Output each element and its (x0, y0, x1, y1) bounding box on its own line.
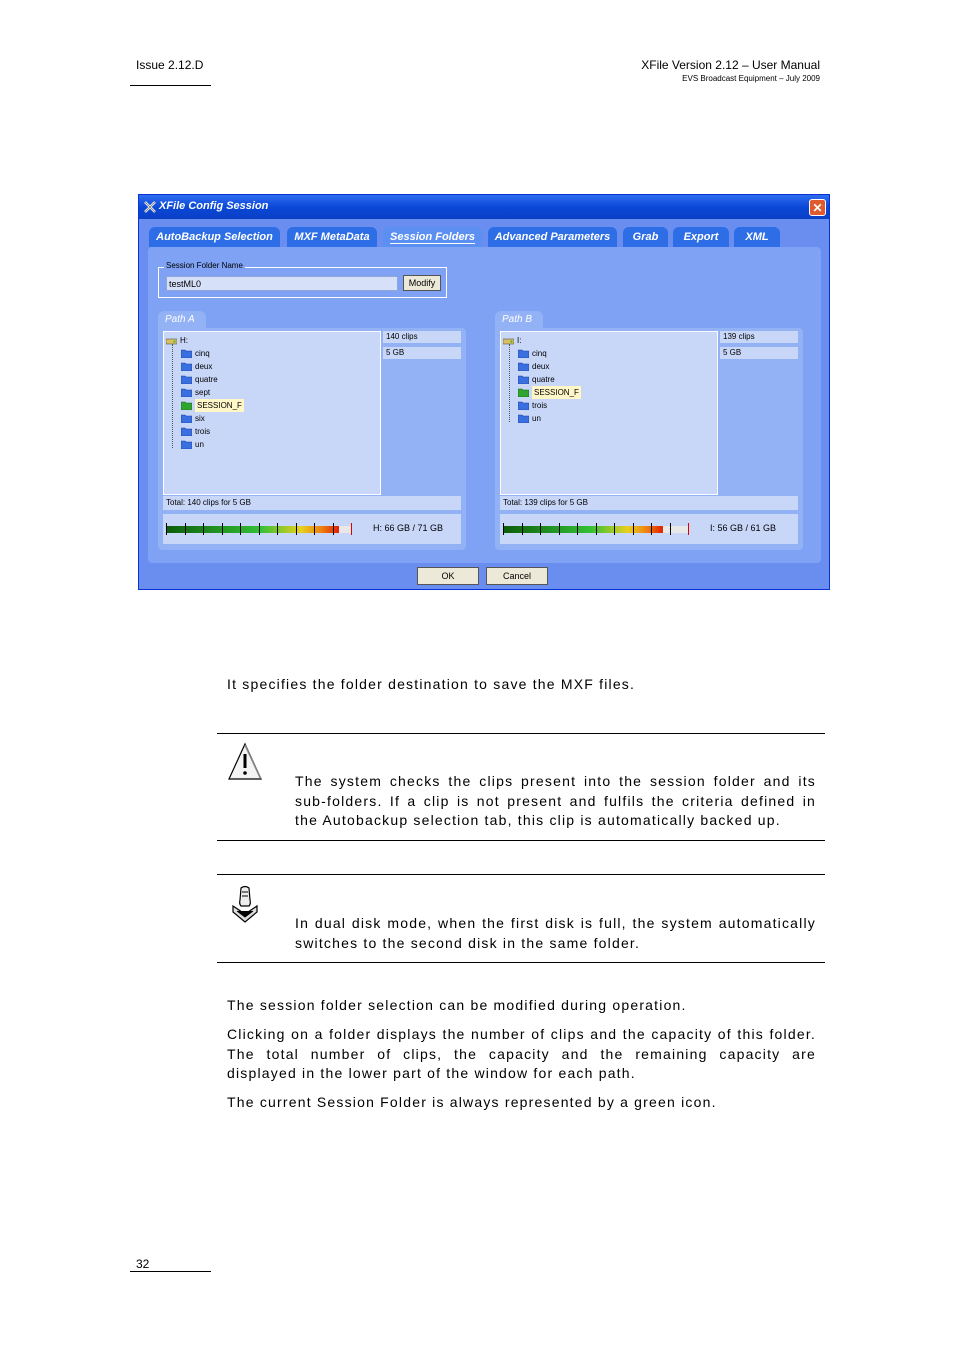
warning-text: The system checks the clips present into the session folder and its sub-folders. If a clip is not present and fulfils the criteria defined in the Autobackup selection tab, this clip is automatically backed up. (295, 773, 816, 828)
note-bottom-rule (217, 962, 825, 963)
note-top-rule (217, 874, 825, 875)
folder-icon (518, 362, 529, 371)
page-number: 32 (136, 1257, 150, 1271)
title-bar (139, 195, 829, 219)
path-b-capacity-meter (503, 523, 689, 535)
header-rule (130, 85, 211, 86)
path-a-total: Total: 140 clips for 5 GB (163, 496, 461, 510)
tab-path-b[interactable]: Path B (495, 311, 543, 329)
page-header-right (641, 58, 820, 83)
folder-icon (181, 440, 192, 449)
path-a-meter-box (163, 514, 461, 544)
folder-icon (518, 414, 529, 423)
path-a-meter-fill (166, 526, 339, 533)
ok-button[interactable]: OK (417, 567, 479, 585)
path-a-body (158, 328, 466, 550)
folder-icon (518, 349, 529, 358)
note-hand-icon (227, 884, 263, 928)
green-folder-icon (518, 388, 529, 397)
drive-icon (503, 336, 514, 345)
path-a-folder-size: 5 GB (383, 347, 461, 359)
tab-grab[interactable]: Grab (623, 227, 668, 247)
warning-top-rule (217, 733, 825, 734)
app-logo-icon (144, 201, 156, 213)
path-a-group (158, 311, 466, 551)
path-a-capacity: H: 66 GB / 71 GB (373, 523, 444, 533)
folder-icon (181, 388, 192, 397)
intro-paragraph: It specifies the folder destination to save the MXF files. (227, 676, 636, 692)
manual-title: XFile Version 2.12 – User Manual (641, 58, 820, 72)
folder-icon (181, 414, 192, 423)
path-b-group (495, 311, 803, 551)
paragraph-operation: The session folder selection can be modified during operation. (227, 997, 687, 1013)
folder-icon (181, 349, 192, 358)
tab-autobackup-selection[interactable]: AutoBackup Selection (149, 227, 280, 247)
path-a-clip-count: 140 clips (383, 331, 461, 343)
session-folder-label: Session Folder Name (166, 261, 243, 270)
path-b-capacity: I: 56 GB / 61 GB (710, 523, 777, 533)
config-session-window (138, 194, 830, 590)
path-b-total: Total: 139 clips for 5 GB (500, 496, 798, 510)
path-b-meter-fill (503, 526, 663, 533)
folder-icon (518, 375, 529, 384)
publisher-line: EVS Broadcast Equipment – July 2009 (682, 74, 820, 83)
folder-icon (181, 362, 192, 371)
window-title: XFile Config Session (159, 200, 269, 212)
session-folder-group (158, 261, 447, 298)
paragraph-clicking: Clicking on a folder displays the number of clips and the capacity of this folder. The total number of clips, the capacity and the remaining capacity are displayed in the lower part of the window for each path. (227, 1026, 816, 1081)
note-text: In dual disk mode, when the first disk is full, the system automatically switches to the second disk in the same folder. (295, 915, 816, 951)
path-b-folder-size: 5 GB (720, 347, 798, 359)
footer-rule (130, 1271, 211, 1272)
issue-label: Issue 2.12.D (136, 58, 204, 72)
tab-export[interactable]: Export (673, 227, 729, 247)
drive-icon (166, 336, 177, 345)
modify-button[interactable]: Modify (403, 275, 441, 291)
tab-mxf-metadata[interactable]: MXF MetaData (287, 227, 377, 247)
path-b-meter-box (500, 514, 798, 544)
path-b-body (495, 328, 803, 550)
tab-session-folders[interactable]: Session Folders (383, 227, 482, 247)
cancel-button[interactable]: Cancel (486, 567, 548, 585)
folder-icon (518, 401, 529, 410)
folder-icon (181, 427, 192, 436)
tab-xml[interactable]: XML (734, 227, 780, 247)
path-a-capacity-meter (166, 523, 352, 535)
path-b-tree[interactable]: I: cinq deux quatre SESSION_F trois un (500, 331, 718, 495)
session-folder-input[interactable]: testML0 (166, 276, 398, 291)
green-folder-icon (181, 401, 192, 410)
warning-bottom-rule (217, 840, 825, 841)
tab-path-a[interactable]: Path A (158, 311, 206, 329)
path-b-clip-count: 139 clips (720, 331, 798, 343)
close-icon[interactable]: ✕ (809, 199, 826, 216)
paragraph-green-icon: The current Session Folder is always represented by a green icon. (227, 1094, 717, 1110)
warning-triangle-icon (227, 741, 263, 785)
folder-icon (181, 375, 192, 384)
tab-advanced-parameters[interactable]: Advanced Parameters (488, 227, 617, 247)
path-a-tree[interactable]: H: cinq deux quatre sept SESSION_F six trois un (163, 331, 381, 495)
